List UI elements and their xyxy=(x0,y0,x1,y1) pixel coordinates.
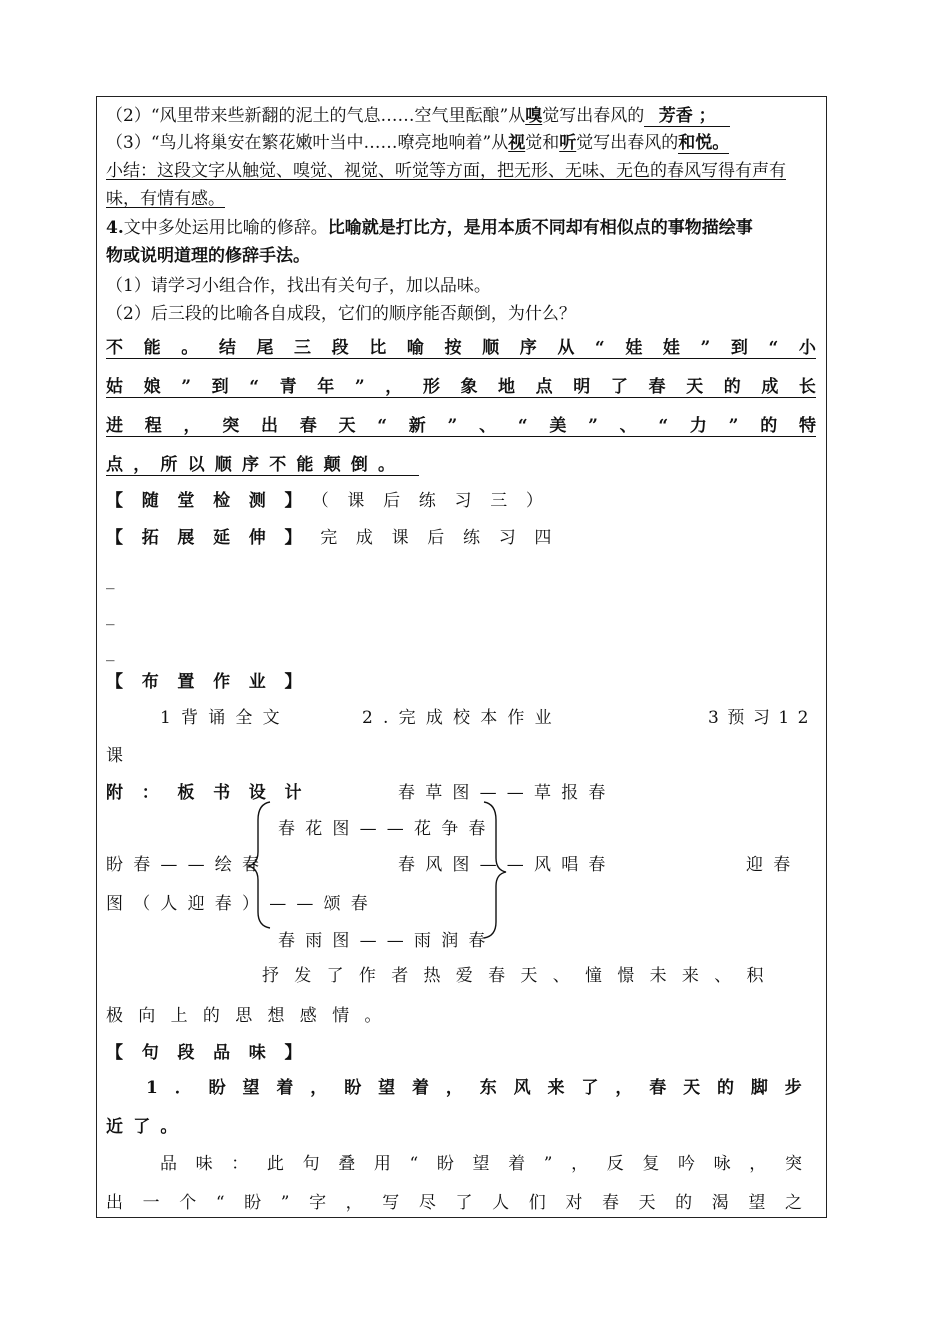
char: “ xyxy=(249,377,259,397)
char: “ xyxy=(517,416,528,436)
char: ， xyxy=(749,1154,767,1174)
char: “ xyxy=(594,338,605,358)
char: 小 xyxy=(798,338,816,358)
appreciation-comment xyxy=(160,1154,802,1174)
char: 新 xyxy=(408,416,426,436)
char: 春 xyxy=(648,377,666,397)
char: 味 xyxy=(195,1154,213,1174)
char: 美 xyxy=(549,416,567,436)
char: 。 xyxy=(181,338,199,358)
char: 望 xyxy=(242,1078,260,1098)
char: ， xyxy=(571,1154,589,1174)
char: 望 xyxy=(748,1193,766,1213)
emphasis-smell: 嗅 xyxy=(525,106,543,126)
board-label xyxy=(106,783,320,803)
char: ” xyxy=(280,1193,290,1213)
homework-cont xyxy=(106,746,123,766)
section-label: 【句段品味】 xyxy=(106,1043,321,1063)
board-line-2: 春花图——花争春 xyxy=(278,819,496,839)
appreciation-sentence-cont: 近了。 xyxy=(106,1117,188,1137)
char: ” xyxy=(354,377,365,397)
extension-section xyxy=(106,528,570,548)
char: 、 xyxy=(479,416,497,436)
char: 来 xyxy=(547,1078,565,1098)
char: ” xyxy=(543,1154,553,1174)
char: 反 xyxy=(606,1154,624,1174)
char: 的 xyxy=(723,377,741,397)
char: 天 xyxy=(686,377,704,397)
char: 们 xyxy=(528,1193,546,1213)
text: 觉和 xyxy=(525,133,560,153)
left-brace-icon xyxy=(240,800,280,930)
char: 特 xyxy=(798,416,816,436)
char: 天 xyxy=(683,1078,701,1098)
board-conclusion-1: 抒发了作者热爱春天、憧憬未来、积 xyxy=(262,966,779,986)
char: 盼 xyxy=(208,1078,226,1098)
char: 进 xyxy=(106,416,123,436)
char: 段 xyxy=(331,338,349,358)
answer-line-3 xyxy=(106,416,816,437)
char: 了 xyxy=(455,1193,473,1213)
char: 脚 xyxy=(750,1078,768,1098)
char: ” xyxy=(700,338,711,358)
char: 春 xyxy=(299,416,317,436)
summary-line-2 xyxy=(106,189,225,209)
definition-text: 物或说明道理的修辞手法。 xyxy=(106,246,310,266)
char: 出 xyxy=(106,1193,123,1213)
definition-text: 比喻就是打比方，是用本质不同却有相似点的事物描绘事 xyxy=(327,218,753,238)
homework-item-3: 3预习12 xyxy=(708,708,817,728)
char: 咏 xyxy=(713,1154,731,1174)
char: 字 xyxy=(309,1193,327,1213)
homework-item-2: 2.完成校本作业 xyxy=(362,708,562,728)
char: ， xyxy=(183,416,201,436)
board-line-5: 春雨图——雨润春 xyxy=(278,931,496,951)
text: 课 xyxy=(106,746,123,766)
char: 结 xyxy=(218,338,236,358)
char: 复 xyxy=(642,1154,660,1174)
char: 序 xyxy=(519,338,537,358)
char: 渴 xyxy=(711,1193,729,1213)
answer-text xyxy=(106,377,816,398)
line-2 xyxy=(106,133,729,153)
char: 长 xyxy=(798,377,816,397)
char: ： xyxy=(231,1154,249,1174)
char: 到 xyxy=(730,338,748,358)
char: 之 xyxy=(784,1193,802,1213)
char: ” xyxy=(728,416,739,436)
sub-question-1 xyxy=(106,276,491,296)
char: 了 xyxy=(610,377,628,397)
char: 东 xyxy=(479,1078,497,1098)
char: 句 xyxy=(302,1154,320,1174)
char: 天 xyxy=(338,416,356,436)
char: 人 xyxy=(492,1193,510,1213)
char: 用 xyxy=(373,1154,391,1174)
text: 觉写出春风的 xyxy=(576,133,679,153)
char: 尽 xyxy=(418,1193,436,1213)
section-text: 完成课后练习四 xyxy=(320,528,571,548)
char: 着 xyxy=(508,1154,526,1174)
char: 出 xyxy=(261,416,278,436)
char: 比 xyxy=(369,338,387,358)
answer-line-2 xyxy=(106,377,816,398)
board-conclusion-2: 极向上的思想感情。 xyxy=(106,1006,397,1026)
section-label: 【随堂检测】 xyxy=(106,491,321,511)
char: 尾 xyxy=(256,338,274,358)
char: 盼 xyxy=(244,1193,262,1213)
blank-line: _ xyxy=(106,606,115,626)
question-4 xyxy=(106,218,753,238)
char: ， xyxy=(385,377,403,397)
char: 着 xyxy=(411,1078,429,1098)
char: “ xyxy=(377,416,388,436)
char: 能 xyxy=(143,338,161,358)
text: 觉写出春风的 xyxy=(542,106,645,126)
char: 娃 xyxy=(625,338,643,358)
text: （2）“风里带来些新翻的泥土的气息……空气里酝酿”从 xyxy=(106,106,526,126)
board-line-4: 图（人迎春）——颂春 xyxy=(106,894,378,914)
line-1 xyxy=(106,106,730,127)
char: 着 xyxy=(276,1078,294,1098)
char: 的 xyxy=(716,1078,734,1098)
char: 力 xyxy=(689,416,707,436)
section-label: 附：板书设计 xyxy=(106,783,321,803)
text: 文中多处运用比喻的修辞。 xyxy=(123,218,328,238)
board-line-3b: 春风图——风唱春 xyxy=(398,855,616,875)
char: 三 xyxy=(294,338,312,358)
char: 的 xyxy=(675,1193,693,1213)
char: 盼 xyxy=(344,1078,362,1098)
char: 叠 xyxy=(338,1154,356,1174)
char: 一 xyxy=(142,1193,160,1213)
char: 点 xyxy=(535,377,553,397)
summary-text: 味，有情有感。 xyxy=(106,189,225,209)
char: ， xyxy=(615,1078,633,1098)
char: “ xyxy=(768,338,779,358)
answer-line-4 xyxy=(106,455,419,475)
blank-2 xyxy=(106,606,115,626)
char: 对 xyxy=(565,1193,583,1213)
char: “ xyxy=(215,1193,225,1213)
char: 年 xyxy=(317,377,335,397)
answer-text: 点，所以顺序不能颠倒。 xyxy=(106,455,419,476)
board-line-3c: 迎春 xyxy=(746,855,801,875)
char: 突 xyxy=(222,416,240,436)
char: ， xyxy=(310,1078,328,1098)
char: 顺 xyxy=(482,338,500,358)
char: ， xyxy=(445,1078,463,1098)
char: 春 xyxy=(649,1078,667,1098)
char: 象 xyxy=(460,377,478,397)
char: 个 xyxy=(179,1193,197,1213)
char: 娃 xyxy=(662,338,680,358)
appreciation-label xyxy=(106,1043,320,1063)
answer-text xyxy=(106,416,816,437)
char: 风 xyxy=(513,1078,531,1098)
char: 品 xyxy=(160,1154,177,1174)
char: 不 xyxy=(106,338,123,358)
emphasis-hearing: 听 xyxy=(559,133,577,153)
text: （2）后三段的比喻各自成段，它们的顺序能否颠倒，为什么？ xyxy=(106,304,576,324)
char: 盼 xyxy=(436,1154,454,1174)
char: 按 xyxy=(444,338,462,358)
char: 的 xyxy=(760,416,778,436)
char: 成 xyxy=(761,377,779,397)
text: （1）请学习小组合作，找出有关句子，加以品味。 xyxy=(106,276,491,296)
char: “ xyxy=(658,416,669,436)
char: 地 xyxy=(498,377,516,397)
char: ． xyxy=(174,1078,192,1098)
answer-line-1 xyxy=(106,338,816,359)
answer-fragrance: 芳香 ； xyxy=(644,106,730,127)
answer-text xyxy=(106,338,816,359)
char: 写 xyxy=(382,1193,400,1213)
homework-item-1: 1背诵全文 xyxy=(160,708,290,728)
char: 娘 xyxy=(143,377,161,397)
emphasis-sight: 视 xyxy=(508,133,526,153)
blank-1 xyxy=(106,570,115,590)
char: ” xyxy=(588,416,598,436)
char: 青 xyxy=(279,377,297,397)
homework-label xyxy=(106,672,320,692)
char: 突 xyxy=(784,1154,802,1174)
check-section xyxy=(106,491,562,511)
char: 从 xyxy=(557,338,575,358)
char: ” xyxy=(447,416,458,436)
section-label: 【拓展延伸】 xyxy=(106,528,321,548)
summary-line-1 xyxy=(106,161,786,181)
char: 、 xyxy=(619,416,637,436)
blank-3 xyxy=(106,642,115,662)
text: （3）“鸟儿将巢安在繁花嫩叶当中……嘹亮地响着”从 xyxy=(106,133,509,153)
char: 步 xyxy=(784,1078,802,1098)
blank-line: _ xyxy=(106,570,115,590)
char: 1 xyxy=(146,1078,158,1098)
section-text: （课后练习三） xyxy=(320,491,562,511)
board-line-3a: 盼春——绘春 xyxy=(106,855,270,875)
right-brace-icon xyxy=(478,800,518,940)
summary-text: 小结：这段文字从触觉、嗅觉、视觉、听觉等方面，把无形、无味、无色的春风写得有声有 xyxy=(106,161,786,181)
char: 形 xyxy=(422,377,440,397)
char: 明 xyxy=(573,377,591,397)
appreciation-comment-cont xyxy=(106,1193,802,1213)
char: 了 xyxy=(581,1078,599,1098)
char: 姑 xyxy=(106,377,123,397)
char: ” xyxy=(181,377,191,397)
sub-question-2 xyxy=(106,304,576,324)
appreciation-sentence xyxy=(146,1078,802,1098)
char: 春 xyxy=(601,1193,619,1213)
char: 天 xyxy=(638,1193,656,1213)
char: 到 xyxy=(211,377,229,397)
char: 喻 xyxy=(406,338,424,358)
char: 吟 xyxy=(678,1154,696,1174)
answer-pleasant: 和悦。 xyxy=(678,133,730,153)
board-line-1: 春草图——草报春 xyxy=(398,783,616,803)
char: ， xyxy=(345,1193,363,1213)
char: 望 xyxy=(378,1078,396,1098)
char: 望 xyxy=(472,1154,490,1174)
char: 此 xyxy=(266,1154,284,1174)
char: “ xyxy=(409,1154,419,1174)
char: 程 xyxy=(144,416,162,436)
question-4-cont xyxy=(106,246,310,266)
question-number: 4. xyxy=(106,218,124,238)
section-label: 【布置作业】 xyxy=(106,672,321,692)
blank-line: _ xyxy=(106,642,115,662)
